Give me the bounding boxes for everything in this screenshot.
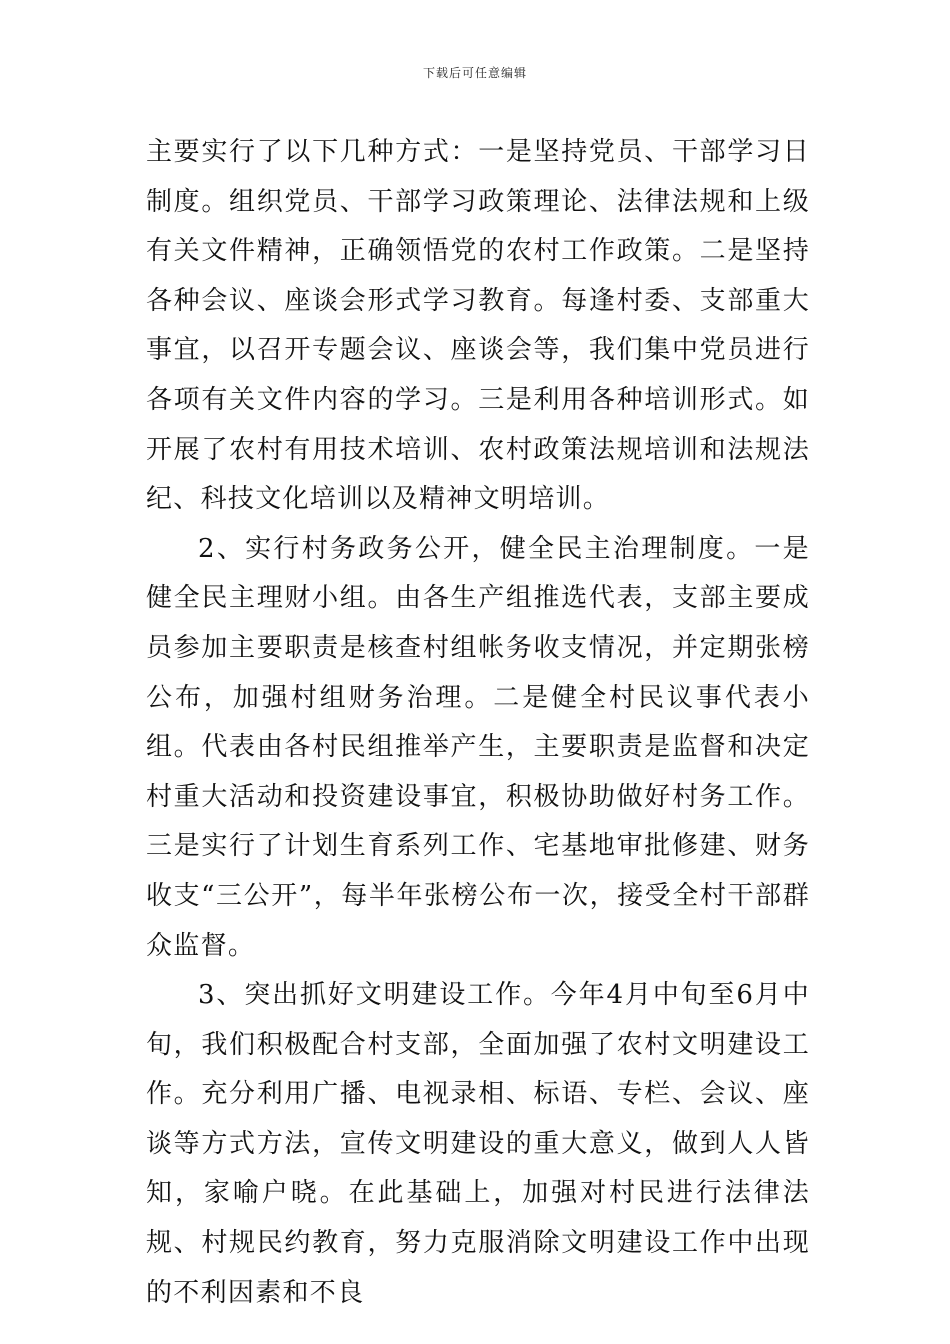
document-body [146,128,810,1318]
paragraph-3: 3、突出抓好文明建设工作。今年4月中旬至6月中旬，我们积极配合村支部，全面加强了农村文明建设工作。充分利用广播、电视录相、标语、专栏、会议、座谈等方式方法，宣传文明建设的重大意义，做到人人皆知，家喻户晓。在此基础上，加强对村民进行法律法规、村规民约教育，努力克服消除文明建设工作中出现的不利因素和不良 [146,980,810,1308]
paragraph-1: 主要实行了以下几种方式：一是坚持党员、干部学习日制度。组织党员、干部学习政策理论、法律法规和上级有关文件精神，正确领悟党的农村工作政策。二是坚持各种会议、座谈会形式学习教育。每逢村委、支部重大事宜，以召开专题会议、座谈会等，我们集中党员进行各项有关文件内容的学习。三是利用各种培训形式。如开展了农村有用技术培训、农村政策法规培训和法规法纪、科技文化培训以及精神文明培训。 [146,137,810,515]
paragraph-2: 2、实行村务政务公开，健全民主治理制度。一是健全民主理财小组。由各生产组推选代表，支部主要成员参加主要职责是核查村组帐务收支情况，并定期张榜公布，加强村组财务治理。二是健全村民议事代表小组。代表由各村民组推举产生，主要职责是监督和决定村重大活动和投资建设事宜，积极协助做好村务工作。三是实行了计划生育系列工作、宅基地审批修建、财务收支“三公开”，每半年张榜公布一次，接受全村干部群众监督。 [146,533,810,961]
page-header: 下载后可任意编辑 [422,66,527,80]
